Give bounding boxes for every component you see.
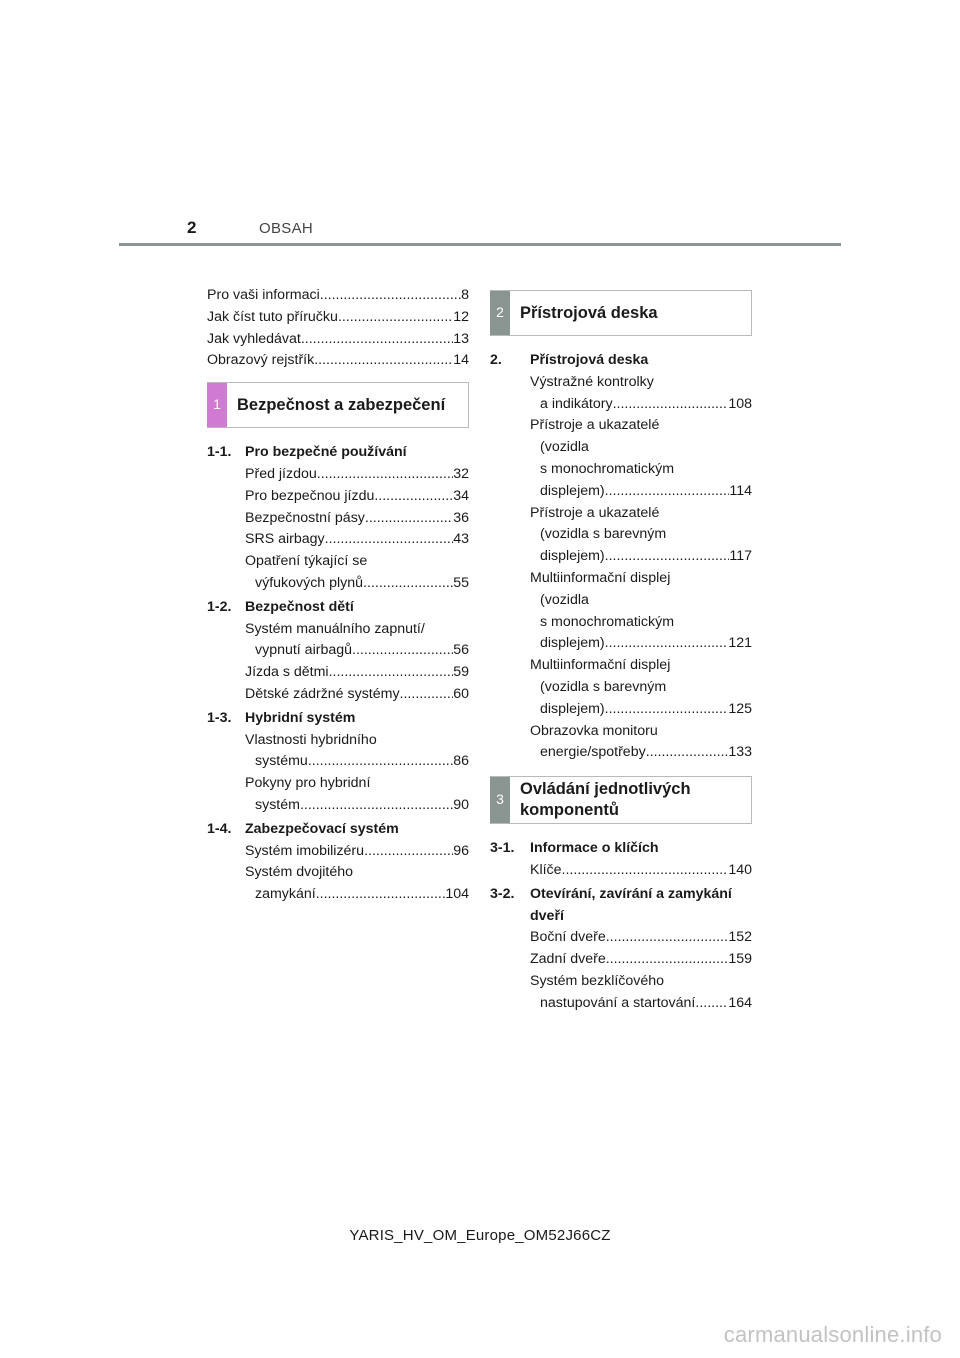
entry-label: zamykání: [255, 886, 316, 903]
leader-dots: [320, 285, 461, 307]
entry-line: Systém manuálního zapnutí/: [245, 620, 425, 637]
toc-entry[interactable]: [490, 860, 752, 882]
leader-dots: [374, 486, 453, 508]
page-ref: 86: [453, 753, 469, 770]
toc-row[interactable]: [530, 993, 752, 1015]
watermark: carmanualsonline.info: [723, 1322, 942, 1347]
leader-dots: [308, 751, 453, 773]
entry-line: (vozidla s barevným: [540, 678, 667, 695]
entry-line: Obrazovka monitoru: [530, 722, 658, 739]
toc-row[interactable]: [207, 350, 469, 372]
toc-entry[interactable]: [490, 568, 752, 655]
toc-row[interactable]: [207, 285, 469, 307]
entry-label: Obrazový rejstřík: [207, 352, 315, 369]
entry-label: Klíče: [530, 861, 562, 878]
page-ref: 164: [728, 994, 752, 1011]
leader-dots: [605, 633, 729, 655]
page-ref: 13: [453, 330, 469, 347]
page-ref: 8: [461, 287, 469, 303]
entry-label: Jak vyhledávat: [207, 330, 301, 347]
toc-row[interactable]: [207, 307, 469, 329]
leader-dots: [314, 350, 453, 372]
toc-entry[interactable]: [490, 721, 752, 765]
section-heading[interactable]: [207, 819, 469, 841]
leader-dots: [562, 860, 729, 882]
chapter-2-title: Přístrojová deska: [520, 303, 658, 322]
toc-row[interactable]: [530, 860, 752, 882]
entry-label: Systém imobilizéru: [245, 842, 365, 859]
toc-row[interactable]: [245, 573, 469, 595]
leader-dots: [329, 662, 454, 684]
toc-row[interactable]: [245, 662, 469, 684]
page-ref: 12: [453, 308, 469, 325]
page-ref: 56: [453, 642, 469, 659]
section-heading[interactable]: [490, 884, 752, 928]
toc-row[interactable]: [530, 633, 752, 655]
page-ref: 36: [453, 509, 469, 526]
entry-label: nastupování a startování: [540, 994, 696, 1011]
leader-dots: [316, 884, 446, 906]
section-heading[interactable]: [207, 597, 469, 619]
toc-row[interactable]: [530, 546, 752, 568]
section-number: 3-2.: [490, 885, 515, 902]
section-heading[interactable]: [490, 350, 752, 372]
toc-row[interactable]: [530, 949, 752, 971]
section-number: 3-1.: [490, 840, 515, 857]
entry-line: Pokyny pro hybridní: [245, 775, 371, 792]
page-ref: 114: [729, 482, 752, 499]
section-title: Bezpečnost dětí: [245, 598, 354, 615]
entry-line: (vozidla: [540, 591, 589, 608]
entry-label: displejem): [540, 482, 605, 499]
entry-label: systému: [255, 753, 308, 770]
chapter-1-sections: [207, 442, 469, 906]
page-ref: 59: [453, 664, 469, 681]
page-ref: 60: [453, 685, 469, 702]
entry-line: (vozidla: [540, 439, 589, 456]
leader-dots: [365, 508, 453, 530]
footer-code: YARIS_HV_OM_Europe_OM52J66CZ: [349, 1227, 611, 1244]
section-heading[interactable]: [490, 838, 752, 860]
toc-left-column: [207, 285, 469, 906]
toc-entry[interactable]: [207, 841, 469, 863]
toc-entry[interactable]: [207, 862, 469, 906]
toc-entry[interactable]: [490, 949, 752, 971]
entry-line: (vozidla s barevným: [540, 526, 667, 543]
page-ref: 140: [728, 861, 752, 878]
page-ref: 43: [453, 531, 469, 548]
section-number: 1-4.: [207, 820, 232, 837]
toc-row[interactable]: [245, 884, 469, 906]
toc-entry[interactable]: [207, 684, 469, 706]
toc-entry[interactable]: [490, 372, 752, 416]
toc-row[interactable]: [530, 742, 752, 764]
entry-label: Bezpečnostní pásy: [245, 509, 365, 526]
leader-dots: [352, 640, 453, 662]
entry-label: displejem): [540, 635, 605, 652]
chapter-2-sections: [490, 350, 752, 764]
leader-dots: [364, 841, 453, 863]
page-ref: 159: [728, 951, 752, 968]
page-ref: 55: [453, 574, 469, 591]
toc-entry[interactable]: [207, 773, 469, 817]
entry-label: SRS airbagy: [245, 531, 325, 548]
entry-line: Vlastnosti hybridního: [245, 731, 377, 748]
entry-label: Jízda s dětmi: [245, 664, 329, 681]
entry-label: displejem): [540, 548, 605, 565]
chapter-3-sections: [490, 838, 752, 1014]
toc-row[interactable]: [245, 640, 469, 662]
toc-entry[interactable]: [207, 662, 469, 684]
toc-entry[interactable]: [207, 730, 469, 774]
entry-label: a indikátory: [540, 395, 613, 412]
entry-line: Přístroje a ukazatelé: [530, 417, 660, 434]
chapter-1-title: Bezpečnost a zabezpečení: [237, 395, 446, 414]
entry-line: Přístroje a ukazatelé: [530, 504, 660, 521]
page-ref: 104: [445, 886, 469, 903]
toc-row[interactable]: [207, 329, 469, 351]
leader-dots: [605, 699, 729, 721]
leader-dots: [325, 529, 454, 551]
section-number: 2.: [490, 352, 502, 368]
page-ref: 96: [453, 842, 469, 859]
entry-label: Boční dveře: [530, 929, 606, 946]
leader-dots: [695, 993, 728, 1015]
page-header: [0, 216, 960, 248]
page-number: 2: [187, 218, 197, 237]
leader-dots: [400, 684, 454, 706]
entry-label: displejem): [540, 700, 605, 717]
chapter-3-title-line-1: Ovládání jednotlivých: [520, 780, 691, 799]
page-title: OBSAH: [259, 220, 314, 237]
leader-dots: [613, 394, 729, 416]
toc-row[interactable]: [530, 699, 752, 721]
toc-row[interactable]: [530, 394, 752, 416]
leader-dots: [605, 546, 730, 568]
entry-label: energie/spotřeby: [540, 744, 646, 761]
toc-entry[interactable]: [207, 464, 469, 486]
section-title: Otevírání, zavírání a zamykání dveří: [530, 885, 732, 924]
leader-dots: [301, 329, 453, 351]
entry-line: Systém bezklíčového: [530, 972, 665, 989]
header-rule: [119, 243, 841, 246]
section-title: Přístrojová deska: [530, 352, 649, 368]
page-ref: 34: [453, 487, 469, 504]
toc-entry[interactable]: [490, 415, 752, 502]
chapter-3-box[interactable]: [490, 776, 752, 824]
toc-entry[interactable]: [207, 508, 469, 530]
section-number: 1-2.: [207, 598, 232, 615]
leader-dots: [606, 927, 729, 949]
toc-entry[interactable]: [490, 503, 752, 568]
toc-entry[interactable]: [207, 619, 469, 663]
page-ref: 117: [729, 548, 752, 565]
entry-line: Opatření týkající se: [245, 553, 368, 570]
toc-row[interactable]: [245, 529, 469, 551]
chapter-1-tab: 1: [207, 383, 227, 427]
leader-dots: [606, 949, 729, 971]
leader-dots: [300, 795, 453, 817]
entry-line: Výstražné kontrolky: [530, 373, 654, 390]
chapter-2-tab: 2: [490, 291, 510, 335]
toc-row[interactable]: [245, 841, 469, 863]
entry-label: Pro vaši informaci: [207, 287, 320, 303]
section-number: 1-3.: [207, 709, 232, 726]
chapter-2-box[interactable]: [490, 290, 752, 336]
section-title: Hybridní systém: [245, 709, 356, 726]
leader-dots: [363, 573, 453, 595]
page-ref: 121: [728, 635, 752, 652]
page-ref: 14: [453, 352, 469, 369]
leader-dots: [646, 742, 729, 764]
leader-dots: [317, 464, 453, 486]
entry-line: Systém dvojitého: [245, 864, 354, 881]
toc-row[interactable]: [530, 481, 752, 503]
toc-entry[interactable]: [207, 486, 469, 508]
entry-label: systém: [255, 796, 300, 813]
section-heading[interactable]: [207, 708, 469, 730]
chapter-3-title-line-2: komponentů: [520, 801, 619, 820]
entry-line: s monochromatickým: [540, 460, 675, 477]
entry-line: s monochromatickým: [540, 613, 675, 630]
page-ref: 108: [728, 395, 752, 412]
page-ref: 90: [453, 796, 469, 813]
toc-row[interactable]: [245, 684, 469, 706]
chapter-3-tab: 3: [490, 777, 510, 823]
leader-dots: [338, 307, 453, 329]
toc-entry[interactable]: [207, 529, 469, 551]
leader-dots: [605, 481, 730, 503]
toc-entry[interactable]: [490, 655, 752, 720]
page-ref: 32: [453, 465, 469, 482]
page-ref: 152: [728, 929, 752, 946]
toc-entry[interactable]: [207, 551, 469, 595]
section-heading[interactable]: [207, 442, 469, 464]
page-ref: 125: [728, 700, 752, 717]
toc-entry[interactable]: [490, 927, 752, 949]
toc-row[interactable]: [245, 795, 469, 817]
chapter-3-title: [520, 779, 691, 821]
entry-label: Pro bezpečnou jízdu: [245, 487, 375, 504]
chapter-1-box[interactable]: [207, 382, 469, 428]
entry-line: Multiinformační displej: [530, 569, 671, 586]
section-title: Zabezpečovací systém: [245, 820, 399, 837]
toc-row[interactable]: [245, 751, 469, 773]
intro-list: [207, 285, 469, 372]
entry-label: Dětské zádržné systémy: [245, 685, 400, 702]
entry-label: vypnutí airbagů: [255, 642, 353, 659]
toc-right-column: [490, 286, 752, 1015]
entry-label: Před jízdou: [245, 465, 317, 482]
section-title: Pro bezpečné používání: [245, 444, 407, 461]
page-ref: 133: [728, 744, 752, 761]
section-title: Informace o klíčích: [530, 840, 659, 857]
toc-row[interactable]: [245, 464, 469, 486]
toc-row[interactable]: [245, 508, 469, 530]
entry-label: výfukových plynů: [255, 574, 364, 591]
toc-row[interactable]: [530, 927, 752, 949]
entry-label: Jak číst tuto příručku: [207, 308, 338, 325]
entry-line: Multiinformační displej: [530, 657, 671, 674]
toc-row[interactable]: [245, 486, 469, 508]
toc-entry[interactable]: [490, 971, 752, 1015]
entry-label: Zadní dveře: [530, 951, 606, 968]
section-number: 1-1.: [207, 444, 232, 461]
